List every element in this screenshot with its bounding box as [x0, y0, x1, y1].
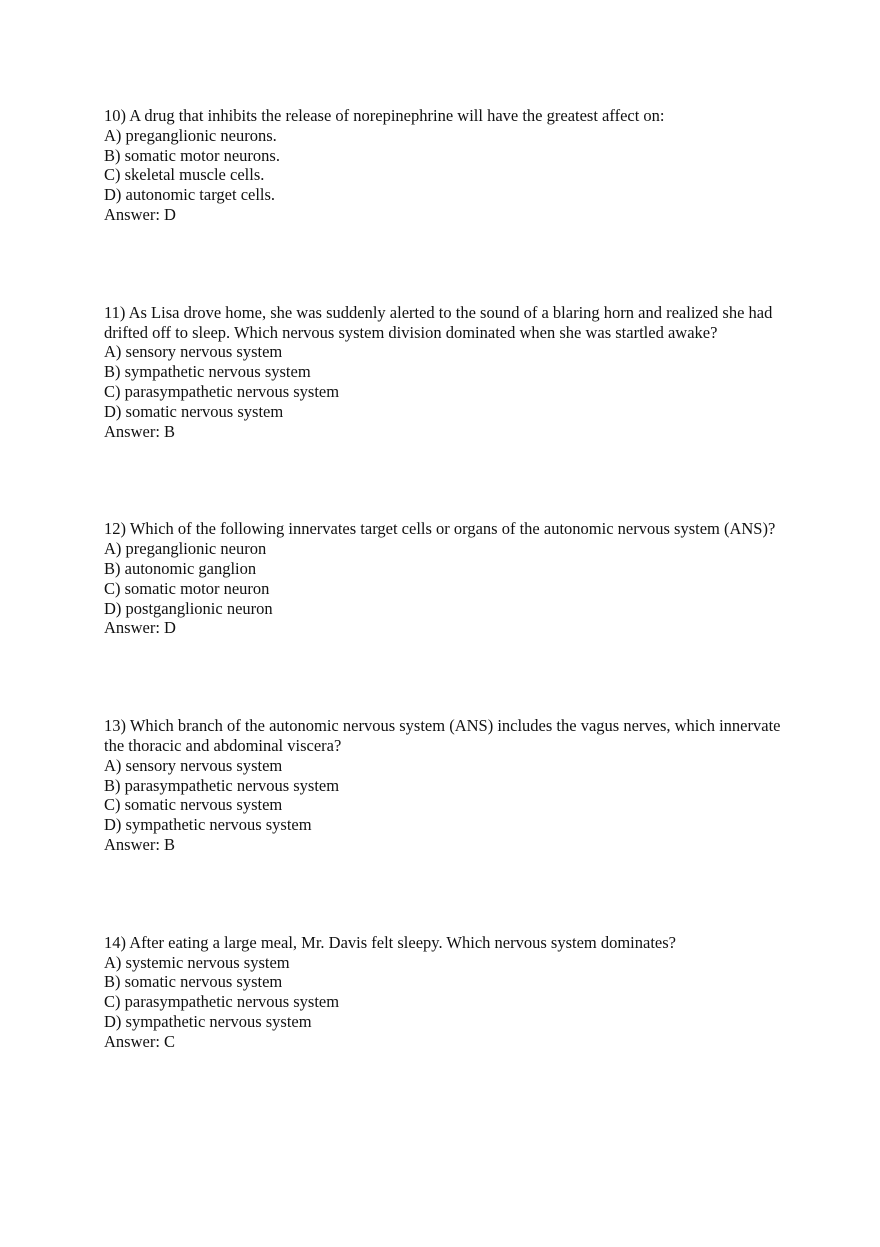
- option-c: C) somatic motor neuron: [104, 578, 270, 598]
- option-b: B) somatic motor neurons.: [104, 145, 280, 165]
- option-b: B) parasympathetic nervous system: [104, 775, 340, 795]
- question-14: [104, 933, 794, 1052]
- option-a: A) preganglionic neurons.: [104, 125, 277, 145]
- option-b: B) somatic nervous system: [104, 972, 283, 992]
- question-12: [104, 519, 794, 638]
- option-d: D) autonomic target cells.: [104, 185, 276, 205]
- option-a: A) systemic nervous system: [104, 952, 290, 972]
- question-13: [104, 716, 794, 855]
- answer-line: Answer: C: [104, 1031, 176, 1051]
- question-stem: 14) After eating a large meal, Mr. Davis felt sleepy. Which nervous system dominates?: [104, 932, 676, 952]
- option-c: C) skeletal muscle cells.: [104, 165, 265, 185]
- option-c: C) somatic nervous system: [104, 795, 283, 815]
- option-d: D) sympathetic nervous system: [104, 815, 312, 835]
- option-c: C) parasympathetic nervous system: [104, 992, 340, 1012]
- option-c: C) parasympathetic nervous system: [104, 381, 340, 401]
- question-10: [104, 106, 794, 225]
- option-d: D) sympathetic nervous system: [104, 1011, 312, 1031]
- answer-line: Answer: D: [104, 204, 176, 224]
- option-d: D) somatic nervous system: [104, 401, 284, 421]
- option-a: A) sensory nervous system: [104, 342, 283, 362]
- option-b: B) autonomic ganglion: [104, 558, 257, 578]
- answer-line: Answer: B: [104, 421, 176, 441]
- option-a: A) sensory nervous system: [104, 755, 283, 775]
- option-a: A) preganglionic neuron: [104, 539, 267, 559]
- answer-line: Answer: D: [104, 618, 176, 638]
- question-stem: 10) A drug that inhibits the release of norepinephrine will have the greatest affect on:: [104, 106, 665, 125]
- question-stem: 12) Which of the following innervates target cells or organs of the autonomic nervous system (ANS)?: [104, 519, 776, 539]
- answer-line: Answer: B: [104, 834, 176, 854]
- question-stem: 13) Which branch of the autonomic nervous system (ANS) includes the vagus nerves, which innervate the thoracic and abdominal viscera?: [104, 716, 781, 755]
- question-stem: 11) As Lisa drove home, she was suddenly alerted to the sound of a blaring horn and realized she had drifted off to sleep. Which nervous system division dominated when she was startled awake?: [104, 302, 773, 342]
- document-page: [104, 106, 794, 1130]
- option-b: B) sympathetic nervous system: [104, 362, 311, 382]
- option-d: D) postganglionic neuron: [104, 598, 273, 618]
- question-11: [104, 303, 794, 442]
